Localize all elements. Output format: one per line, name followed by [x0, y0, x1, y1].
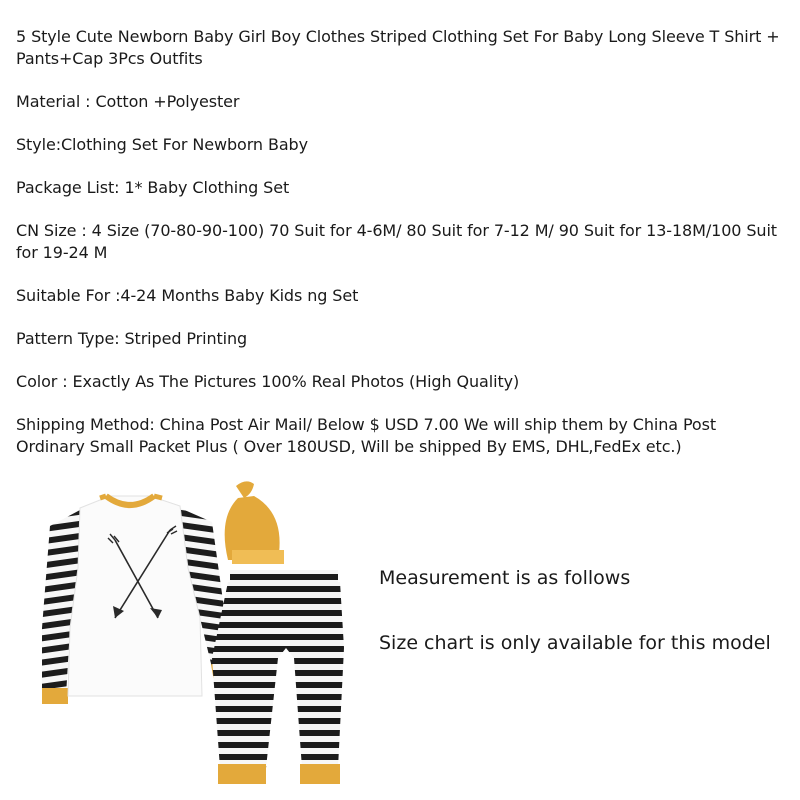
color-line: Color : Exactly As The Pictures 100% Real Photos (High Quality) — [16, 372, 520, 391]
pattern-line: Pattern Type: Striped Printing — [16, 329, 248, 348]
product-title: 5 Style Cute Newborn Baby Girl Boy Clothes Striped Clothing Set For Baby Long Sleeve T Shirt + Pants+Cap 3Pcs Outfits — [16, 27, 780, 68]
left-cuff — [42, 688, 68, 704]
product-description — [16, 26, 788, 479]
package-line: Package List: 1* Baby Clothing Set — [16, 178, 290, 197]
shipping-line: Shipping Method: China Post Air Mail/ Below $ USD 7.00 We will ship them by China Post Ordinary Small Packet Plus ( Over 180USD, Will be shipped By EMS, DHL,FedEx etc.) — [16, 415, 717, 456]
right-ankle-cuff — [300, 764, 340, 784]
size-line: CN Size : 4 Size (70-80-90-100) 70 Suit for 4-6M/ 80 Suit for 7-12 M/ 90 Suit for 13-18M/100 Suit for 19-24 M — [16, 221, 777, 262]
cap-illustration — [225, 481, 284, 564]
style-line: Style:Clothing Set For Newborn Baby — [16, 135, 308, 154]
measurement-heading: Measurement is as follows — [379, 567, 631, 589]
product-photo — [40, 478, 360, 788]
measurement-note — [379, 565, 789, 695]
left-ankle-cuff — [218, 764, 266, 784]
material-line: Material : Cotton +Polyester — [16, 92, 240, 111]
pants-illustration — [212, 570, 344, 784]
shirt-illustration — [42, 496, 239, 704]
size-chart-note: Size chart is only available for this model — [379, 632, 771, 654]
suitable-line: Suitable For :4-24 Months Baby Kids ng Set — [16, 286, 359, 305]
